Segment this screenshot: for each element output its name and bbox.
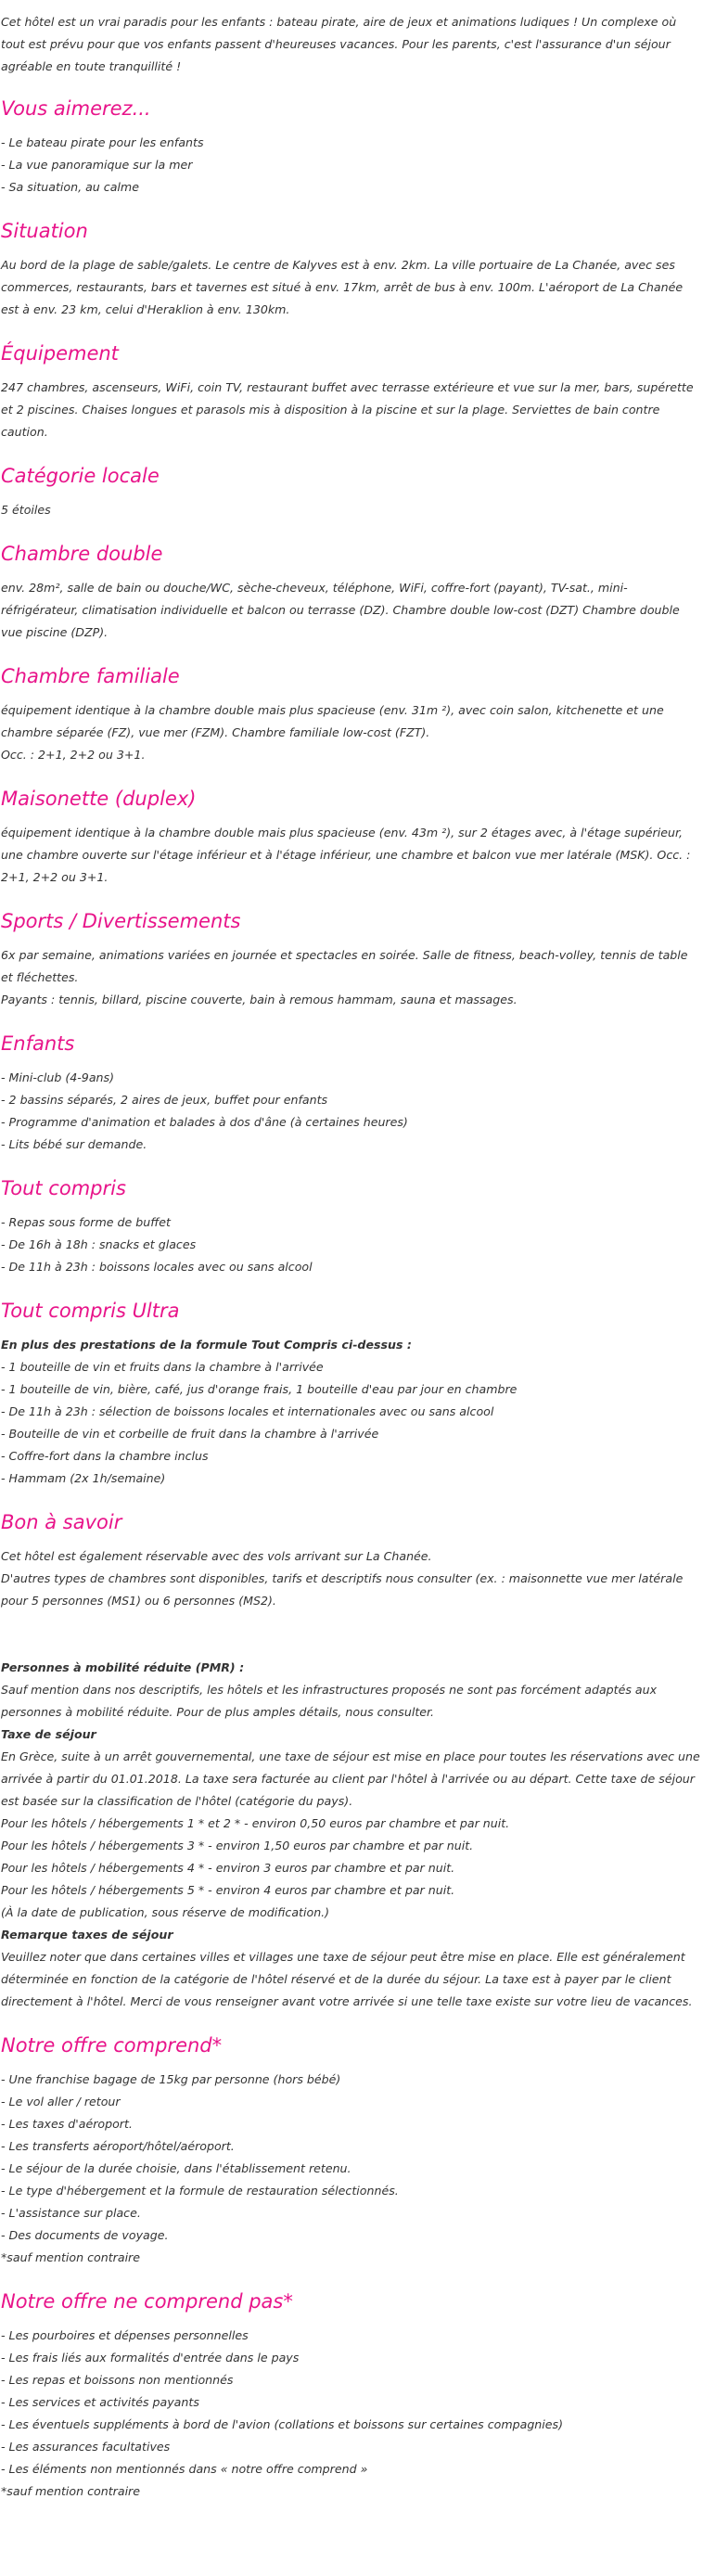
text-line: Sauf mention dans nos descriptifs, les hôtels et les infrastructures proposés ne sont pas forcément adaptés aux personnes à mobilité réduite. Pour de plus amples détails, nous consulter. [1,1683,658,1719]
text-line: - Bouteille de vin et corbeille de fruit dans la chambre à l'arrivée [1,1427,379,1441]
text-line: - Les assurances facultatives [1,2440,171,2454]
text-line: Cet hôtel est également réservable avec des vols arrivant sur La Chanée. [1,1549,432,1563]
text-line: - Les services et activités payants [1,2395,199,2409]
text-line: - 2 bassins séparés, 2 aires de jeux, buffet pour enfants [1,1093,328,1107]
text-line: - Les éventuels suppléments à bord de l'avion (collations et boissons sur certaines compagnies) [1,2417,564,2431]
text-line: - 1 bouteille de vin, bière, café, jus d'orange frais, 1 bouteille d'eau par jour en chambre [1,1382,518,1396]
text-line: - Les transferts aéroport/hôtel/aéroport. [1,2139,235,2153]
section [1,1176,701,1278]
section-body [1,2325,701,2503]
text-line: *sauf mention contraire [1,2484,140,2498]
section-title: Chambre double [1,543,163,565]
sections-container [1,96,701,2503]
section-body [1,132,701,199]
text-line: équipement identique à la chambre double mais plus spacieuse (env. 43m ²), sur 2 étages avec, à l'étage supérieur, une chambre ouverte sur l'étage inférieur et à l'étage inférieur, une chambre et balcon vue mer latérale (MSK). Occ. : 2+1, 2+2 ou 3+1. [1,826,691,884]
blank-line [1,1634,701,1657]
text-line: 5 étoiles [1,503,51,517]
section-title: Sports / Divertissements [1,910,241,932]
section [1,96,701,199]
section [1,909,701,1011]
section-body [1,1067,701,1156]
section [1,2289,701,2503]
section-body [1,1211,701,1278]
section-title: Notre offre comprend* [1,2034,223,2057]
section-title: Situation [1,220,88,242]
text-line: - De 11h à 23h : sélection de boissons locales et internationales avec ou sans alcool [1,1404,494,1418]
subheading: Taxe de séjour [1,1727,96,1741]
section-title: Bon à savoir [1,1511,122,1533]
text-line: Pour les hôtels / hébergements 5 * - environ 4 euros par chambre et par nuit. [1,1883,455,1897]
section [1,1510,701,2013]
section-body [1,1334,701,1490]
text-line: Veuillez noter que dans certaines villes et villages une taxe de séjour peut être mise en place. Elle est généralement déterminée en fonction de la catégorie de l'hôtel réservé et de la durée du séjour. La taxe est à payer par le client directement à l'hôtel. Merci de vous renseigner avant votre arrivée si une telle taxe existe sur votre lieu de vacances. [1,1950,693,2008]
section-title: Tout compris Ultra [1,1300,180,1322]
text-line: équipement identique à la chambre double mais plus spacieuse (env. 31m ²), avec coin salon, kitchenette et une chambre séparée (FZ), vue mer (FZM). Chambre familiale low-cost (FZT). [1,703,664,739]
text-line: Au bord de la plage de sable/galets. Le centre de Kalyves est à env. 2km. La ville portuaire de La Chanée, avec ses commerces, restaurants, bars et tavernes est situé à env. 17km, arrêt de bus à env. 100m. L'aéroport de La Chanée est à env. 23 km, celui d'Heraklion à env. 130km. [1,258,684,316]
section-title: Enfants [1,1032,75,1055]
section-title: Équipement [1,342,119,365]
text-line: - Les pourboires et dépenses personnelles [1,2328,249,2342]
intro-paragraph: Cet hôtel est un vrai paradis pour les enfants : bateau pirate, aire de jeux et animations ludiques ! Un complexe où tout est prévu pour que vos enfants passent d'heureuses vacances. Pour les parents, c'est l'assurance d'un séjour agréable en toute tranquillité ! [1,15,677,73]
section [1,341,701,443]
text-line: - Les repas et boissons non mentionnés [1,2373,234,2387]
text-line: Pour les hôtels / hébergements 4 * - environ 3 euros par chambre et par nuit. [1,1861,455,1875]
text-line: 6x par semaine, animations variées en journée et spectacles en soirée. Salle de fitness, beach-volley, tennis de table et fléchettes. [1,948,688,984]
text-line: - Lits bébé sur demande. [1,1137,147,1151]
text-line: Payants : tennis, billard, piscine couverte, bain à remous hammam, sauna et massages. [1,993,518,1006]
section [1,1032,701,1156]
text-line: - Une franchise bagage de 15kg par personne (hors bébé) [1,2072,341,2086]
text-line: 247 chambres, ascenseurs, WiFi, coin TV, restaurant buffet avec terrasse extérieure et vue sur la mer, bars, supérette et 2 piscines. Chaises longues et parasols mis à disposition à la piscine et sur la plage. Serviettes de bain contre caution. [1,380,694,439]
section-body [1,577,701,644]
section [1,2033,701,2269]
section [1,219,701,321]
text-line: D'autres types de chambres sont disponibles, tarifs et descriptifs nous consulter (ex. : maisonnette vue mer latérale pour 5 personnes (MS1) ou 6 personnes (MS2). [1,1571,684,1608]
text-line: Pour les hôtels / hébergements 3 * - environ 1,50 euros par chambre et par nuit. [1,1839,474,1852]
text-line: - Des documents de voyage. [1,2228,169,2242]
section-body [1,699,701,766]
text-line: - Les éléments non mentionnés dans « notre offre comprend » [1,2462,368,2476]
text-line: - Mini-club (4-9ans) [1,1070,114,1084]
text-line: - La vue panoramique sur la mer [1,158,193,172]
section-body [1,944,701,1011]
text-line: - Repas sous forme de buffet [1,1215,171,1229]
section-body [1,254,701,321]
section [1,464,701,521]
section-title: Chambre familiale [1,665,180,687]
text-line: - Le bateau pirate pour les enfants [1,135,204,149]
text-line: - 1 bouteille de vin et fruits dans la chambre à l'arrivée [1,1360,324,1374]
text-line: - Sa situation, au calme [1,180,139,194]
text-line: - Hammam (2x 1h/semaine) [1,1471,166,1485]
text-line: - Programme d'animation et balades à dos d'âne (à certaines heures) [1,1115,408,1129]
subheading: Personnes à mobilité réduite (PMR) : [1,1660,245,1674]
text-line: - De 11h à 23h : boissons locales avec ou sans alcool [1,1260,313,1274]
text-line: Pour les hôtels / hébergements 1 * et 2 * - environ 0,50 euros par chambre et par nuit. [1,1816,510,1830]
section-title: Catégorie locale [1,465,160,487]
text-line: - Coffre-fort dans la chambre inclus [1,1449,209,1463]
text-line: *sauf mention contraire [1,2250,140,2264]
section-body [1,1545,701,2013]
text-line: Occ. : 2+1, 2+2 ou 3+1. [1,748,146,762]
subheading: Remarque taxes de séjour [1,1928,173,1942]
subheading: En plus des prestations de la formule Tout Compris ci-dessus : [1,1338,412,1352]
section-title: Maisonette (duplex) [1,788,197,810]
section-title: Vous aimerez... [1,97,151,120]
section-body [1,2069,701,2269]
text-line: - L'assistance sur place. [1,2206,141,2220]
section-body [1,822,701,889]
text-line: - Le vol aller / retour [1,2095,121,2108]
text-line: (À la date de publication, sous réserve de modification.) [1,1905,330,1919]
text-line: - Les frais liés aux formalités d'entrée dans le pays [1,2351,300,2365]
blank-line [1,1612,701,1634]
text-line: - Le type d'hébergement et la formule de restauration sélectionnés. [1,2184,399,2198]
text-line: - Les taxes d'aéroport. [1,2117,133,2131]
text-line: - Le séjour de la durée choisie, dans l'établissement retenu. [1,2161,352,2175]
section [1,542,701,644]
section [1,664,701,766]
section-body [1,499,701,521]
section [1,1299,701,1490]
text-line: env. 28m², salle de bain ou douche/WC, sèche-cheveux, téléphone, WiFi, coffre-fort (payant), TV-sat., mini-réfrigérateur, climatisation individuelle et balcon ou terrasse (DZ). Chambre double low-cost (DZT) Chambre double vue piscine (DZP). [1,581,680,639]
section-body [1,377,701,443]
text-line: - De 16h à 18h : snacks et glaces [1,1237,197,1251]
section [1,787,701,889]
section-title: Notre offre ne comprend pas* [1,2290,293,2313]
text-line: En Grèce, suite à un arrêt gouvernemental, une taxe de séjour est mise en place pour toutes les réservations avec une arrivée à partir du 01.01.2018. La taxe sera facturée au client par l'hôtel à l'arrivée ou au départ. Cette taxe de séjour est basée sur la classification de l'hôtel (catégorie du pays). [1,1749,700,1808]
section-title: Tout compris [1,1177,126,1199]
